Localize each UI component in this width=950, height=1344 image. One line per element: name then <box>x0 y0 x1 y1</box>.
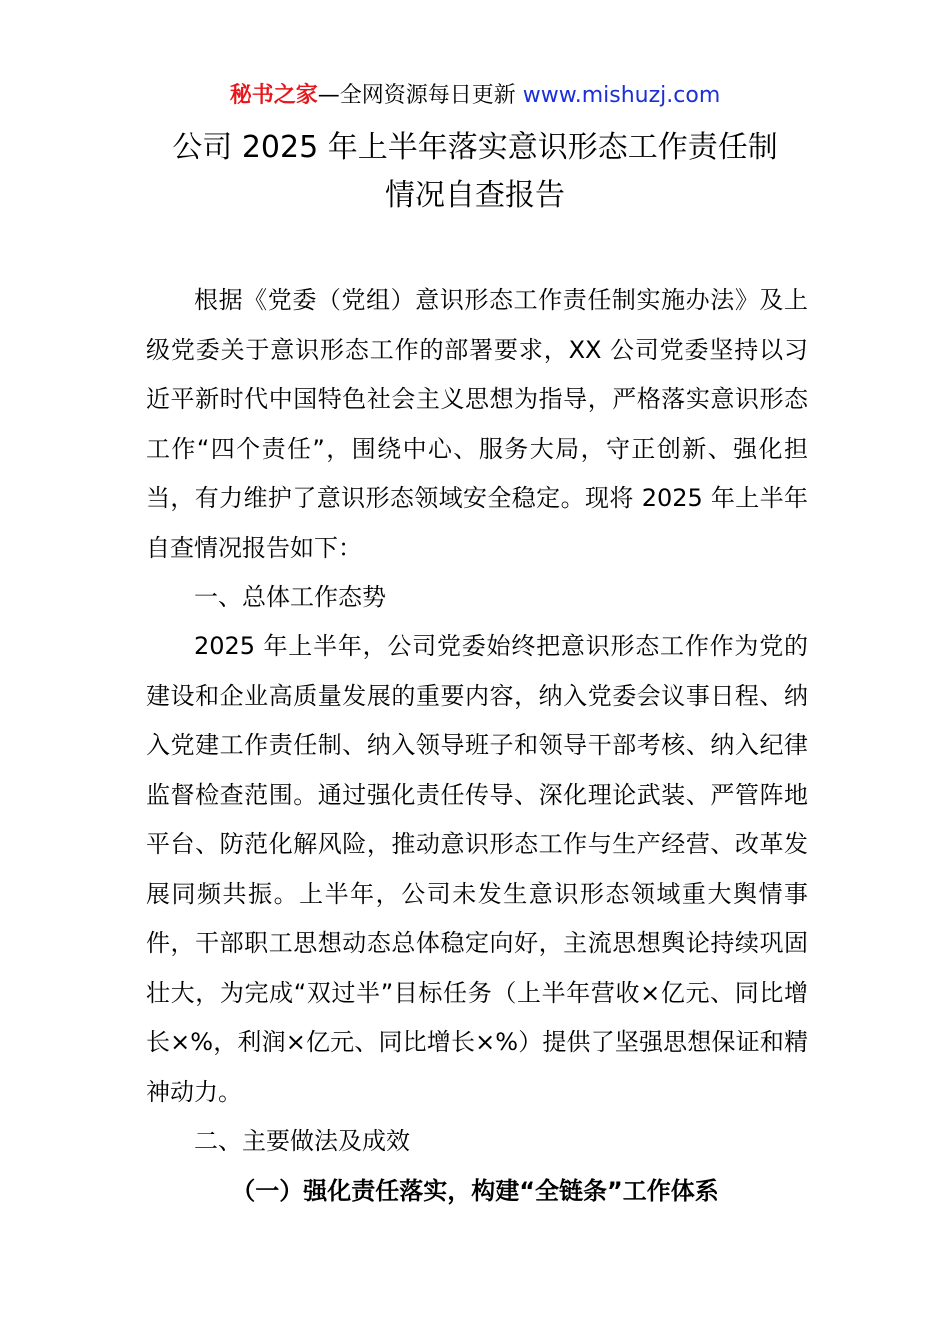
section-2-heading <box>146 1117 808 1167</box>
section-1-heading <box>146 573 808 623</box>
subsection-1-heading: （一）强化责任落实，构建“全链条”工作体系 <box>231 1177 719 1205</box>
section-2-heading-text: 二、主要做法及成效 <box>194 1127 410 1155</box>
document-title-line-1: 公司 2025 年上半年落实意识形态工作责任制 <box>172 130 778 165</box>
section-1-text: 2025 年上半年，公司党委始终把意识形态工作作为党的建设和企业高质量发展的重要内容，纳入党委会议事日程、纳入党建工作责任制、纳入领导班子和领导干部考核、纳入纪律监督检查范围。通过强化责任传导、深化理论武装、严管阵地平台、防范化解风险，推动意识形态工作与生产经营、改革发展同频共振。上半年，公司未发生意识形态领域重大舆情事件，干部职工思想动态总体稳定向好，主流思想舆论持续巩固壮大，为完成“双过半”目标任务（上半年营收×亿元、同比增长×%，利润×亿元、同比增长×%）提供了坚强思想保证和精神动力。 <box>146 632 808 1106</box>
section-1-heading-text: 一、总体工作态势 <box>194 583 386 611</box>
document-title-line-2: 情况自查报告 <box>385 178 565 213</box>
header-tagline: —全网资源每日更新 <box>317 83 523 108</box>
site-header <box>0 80 950 112</box>
site-url-link[interactable]: www.mishuzj.com <box>522 83 721 108</box>
brand-name: 秘书之家 <box>229 83 318 108</box>
intro-text: 根据《党委（党组）意识形态工作责任制实施办法》及上级党委关于意识形态工作的部署要求，XX 公司党委坚持以习近平新时代中国特色社会主义思想为指导，严格落实意识形态工作“四个责任”，围绕中心、服务大局，守正创新、强化担当，有力维护了意识形态领域安全稳定。现将 2025 年上半年自查情况报告如下： <box>146 286 808 562</box>
section-1-paragraph <box>146 622 808 1117</box>
intro-paragraph <box>146 276 808 573</box>
